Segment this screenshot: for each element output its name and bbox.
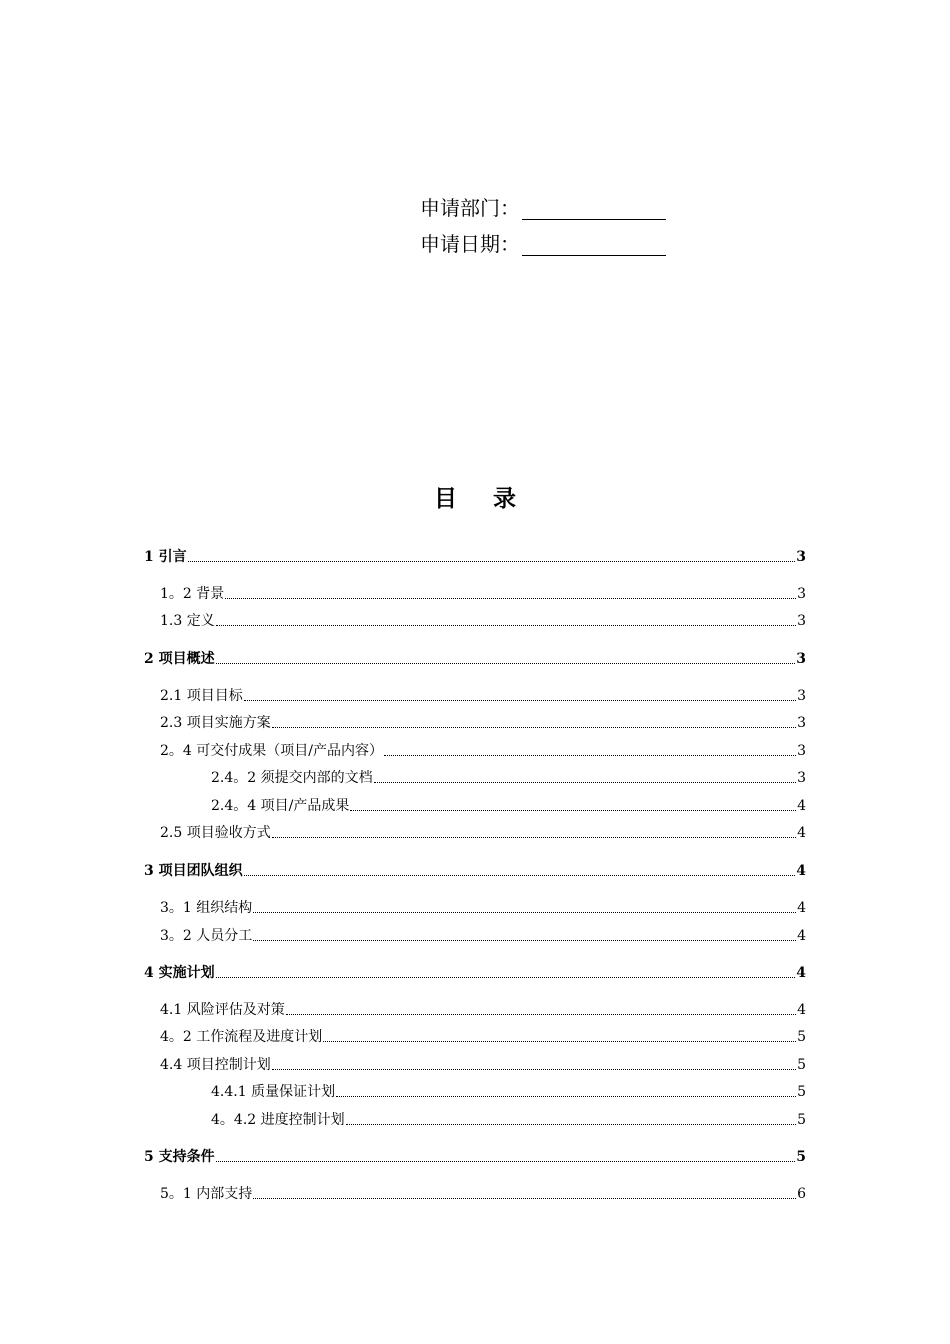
toc-dot-leader	[188, 560, 796, 562]
toc-entry-page: 4	[797, 825, 806, 841]
toc-entry-label: 2.1 项目目标	[160, 688, 243, 704]
department-field	[420, 190, 666, 220]
department-label: 申请部门：	[420, 196, 520, 220]
toc-entry-label: 2 项目概述	[144, 651, 215, 667]
toc-entry-page: 6	[797, 1186, 806, 1202]
toc-entry-page: 3	[797, 586, 806, 602]
toc-entry-page: 3	[796, 651, 806, 667]
toc-entry-4[interactable]	[144, 962, 806, 982]
toc-entry-1-2[interactable]	[160, 583, 806, 603]
toc-dot-leader	[225, 597, 796, 599]
toc-entry-label: 2。4 可交付成果（项目/产品内容）	[160, 743, 383, 759]
toc-entry-3-2[interactable]	[160, 925, 806, 945]
toc-entry-label: 4.4 项目控制计划	[160, 1057, 271, 1073]
toc-dot-leader	[350, 809, 796, 811]
toc-dot-leader	[253, 1197, 796, 1199]
toc-entry-3-1[interactable]	[160, 897, 806, 917]
toc-entry-page: 4	[797, 798, 806, 814]
toc-dot-leader	[216, 624, 796, 626]
toc-dot-leader	[244, 874, 796, 876]
date-blank-line[interactable]	[522, 233, 666, 256]
toc-entry-label: 2.4。4 项目/产品成果	[211, 798, 350, 814]
toc-entry-4-4-2[interactable]	[211, 1109, 806, 1129]
toc-entry-4-2[interactable]	[160, 1026, 806, 1046]
toc-entry-page: 5	[797, 1084, 806, 1100]
toc-entry-page: 3	[797, 688, 806, 704]
toc-entry-page: 4	[797, 1002, 806, 1018]
toc-entry-label: 5。1 内部支持	[160, 1186, 253, 1202]
toc-entry-page: 5	[797, 1029, 806, 1045]
toc-dot-leader	[216, 976, 796, 978]
toc-entry-page: 3	[797, 770, 806, 786]
toc-entry-page: 4	[797, 900, 806, 916]
toc-entry-1[interactable]	[144, 546, 806, 566]
toc-entry-label: 4。2 工作流程及进度计划	[160, 1029, 323, 1045]
toc-dot-leader	[216, 1160, 796, 1162]
toc-entry-label: 2.5 项目验收方式	[160, 825, 271, 841]
toc-entry-page: 4	[796, 965, 806, 981]
toc-dot-leader	[272, 726, 796, 728]
toc-entry-label: 1。2 背景	[160, 586, 225, 602]
toc-entry-2-4-2[interactable]	[211, 767, 806, 787]
date-field	[420, 226, 666, 256]
toc-entry-label: 1 引言	[144, 549, 187, 565]
toc-entry-label: 2.3 项目实施方案	[160, 715, 271, 731]
toc-entry-2-4-4[interactable]	[211, 795, 806, 815]
toc-dot-leader	[346, 1123, 796, 1125]
toc-entry-page: 5	[797, 1057, 806, 1073]
toc-dot-leader	[384, 754, 796, 756]
toc-entry-page: 3	[796, 549, 806, 565]
toc-entry-2[interactable]	[144, 648, 806, 668]
toc-entry-4-4[interactable]	[160, 1054, 806, 1074]
toc-entry-page: 4	[796, 863, 806, 879]
toc-dot-leader	[323, 1040, 796, 1042]
toc-entry-4-4-1[interactable]	[211, 1081, 806, 1101]
toc-dot-leader	[272, 836, 796, 838]
toc-entry-label: 4.4.1 质量保证计划	[211, 1084, 336, 1100]
toc-dot-leader	[216, 662, 796, 664]
toc-dot-leader	[374, 781, 796, 783]
date-label: 申请日期：	[420, 232, 520, 256]
toc-entry-label: 3。2 人员分工	[160, 928, 253, 944]
toc-entry-label: 1.3 定义	[160, 613, 215, 629]
toc-entry-1-3[interactable]	[160, 610, 806, 630]
toc-entry-2-4[interactable]	[160, 740, 806, 760]
toc-dot-leader	[253, 939, 796, 941]
toc-dot-leader	[244, 699, 796, 701]
toc-entry-2-3[interactable]	[160, 712, 806, 732]
toc-title: 目 录	[433, 486, 530, 512]
toc-entry-2-1[interactable]	[160, 685, 806, 705]
toc-entry-page: 4	[797, 928, 806, 944]
toc-dot-leader	[272, 1068, 796, 1070]
toc-entry-page: 5	[796, 1149, 806, 1165]
toc-entry-label: 2.4。2 须提交内部的文档	[211, 770, 373, 786]
toc-entry-label: 3。1 组织结构	[160, 900, 253, 916]
toc-entry-label: 5 支持条件	[144, 1149, 215, 1165]
toc-entry-4-1[interactable]	[160, 999, 806, 1019]
toc-dot-leader	[286, 1013, 796, 1015]
toc-dot-leader	[336, 1095, 796, 1097]
department-blank-line[interactable]	[522, 197, 666, 220]
toc-entry-label: 4 实施计划	[144, 965, 215, 981]
toc-entry-3[interactable]	[144, 860, 806, 880]
toc-entry-page: 3	[797, 613, 806, 629]
toc-entry-page: 5	[797, 1112, 806, 1128]
toc-entry-2-5[interactable]	[160, 822, 806, 842]
toc-entry-page: 3	[797, 743, 806, 759]
toc-entry-label: 3 项目团队组织	[144, 863, 243, 879]
toc-entry-label: 4.1 风险评估及对策	[160, 1002, 285, 1018]
toc-entry-5-1[interactable]	[160, 1183, 806, 1203]
toc-entry-page: 3	[797, 715, 806, 731]
toc-entry-label: 4。4.2 进度控制计划	[211, 1112, 345, 1128]
toc-dot-leader	[253, 911, 796, 913]
toc-entry-5[interactable]	[144, 1146, 806, 1166]
